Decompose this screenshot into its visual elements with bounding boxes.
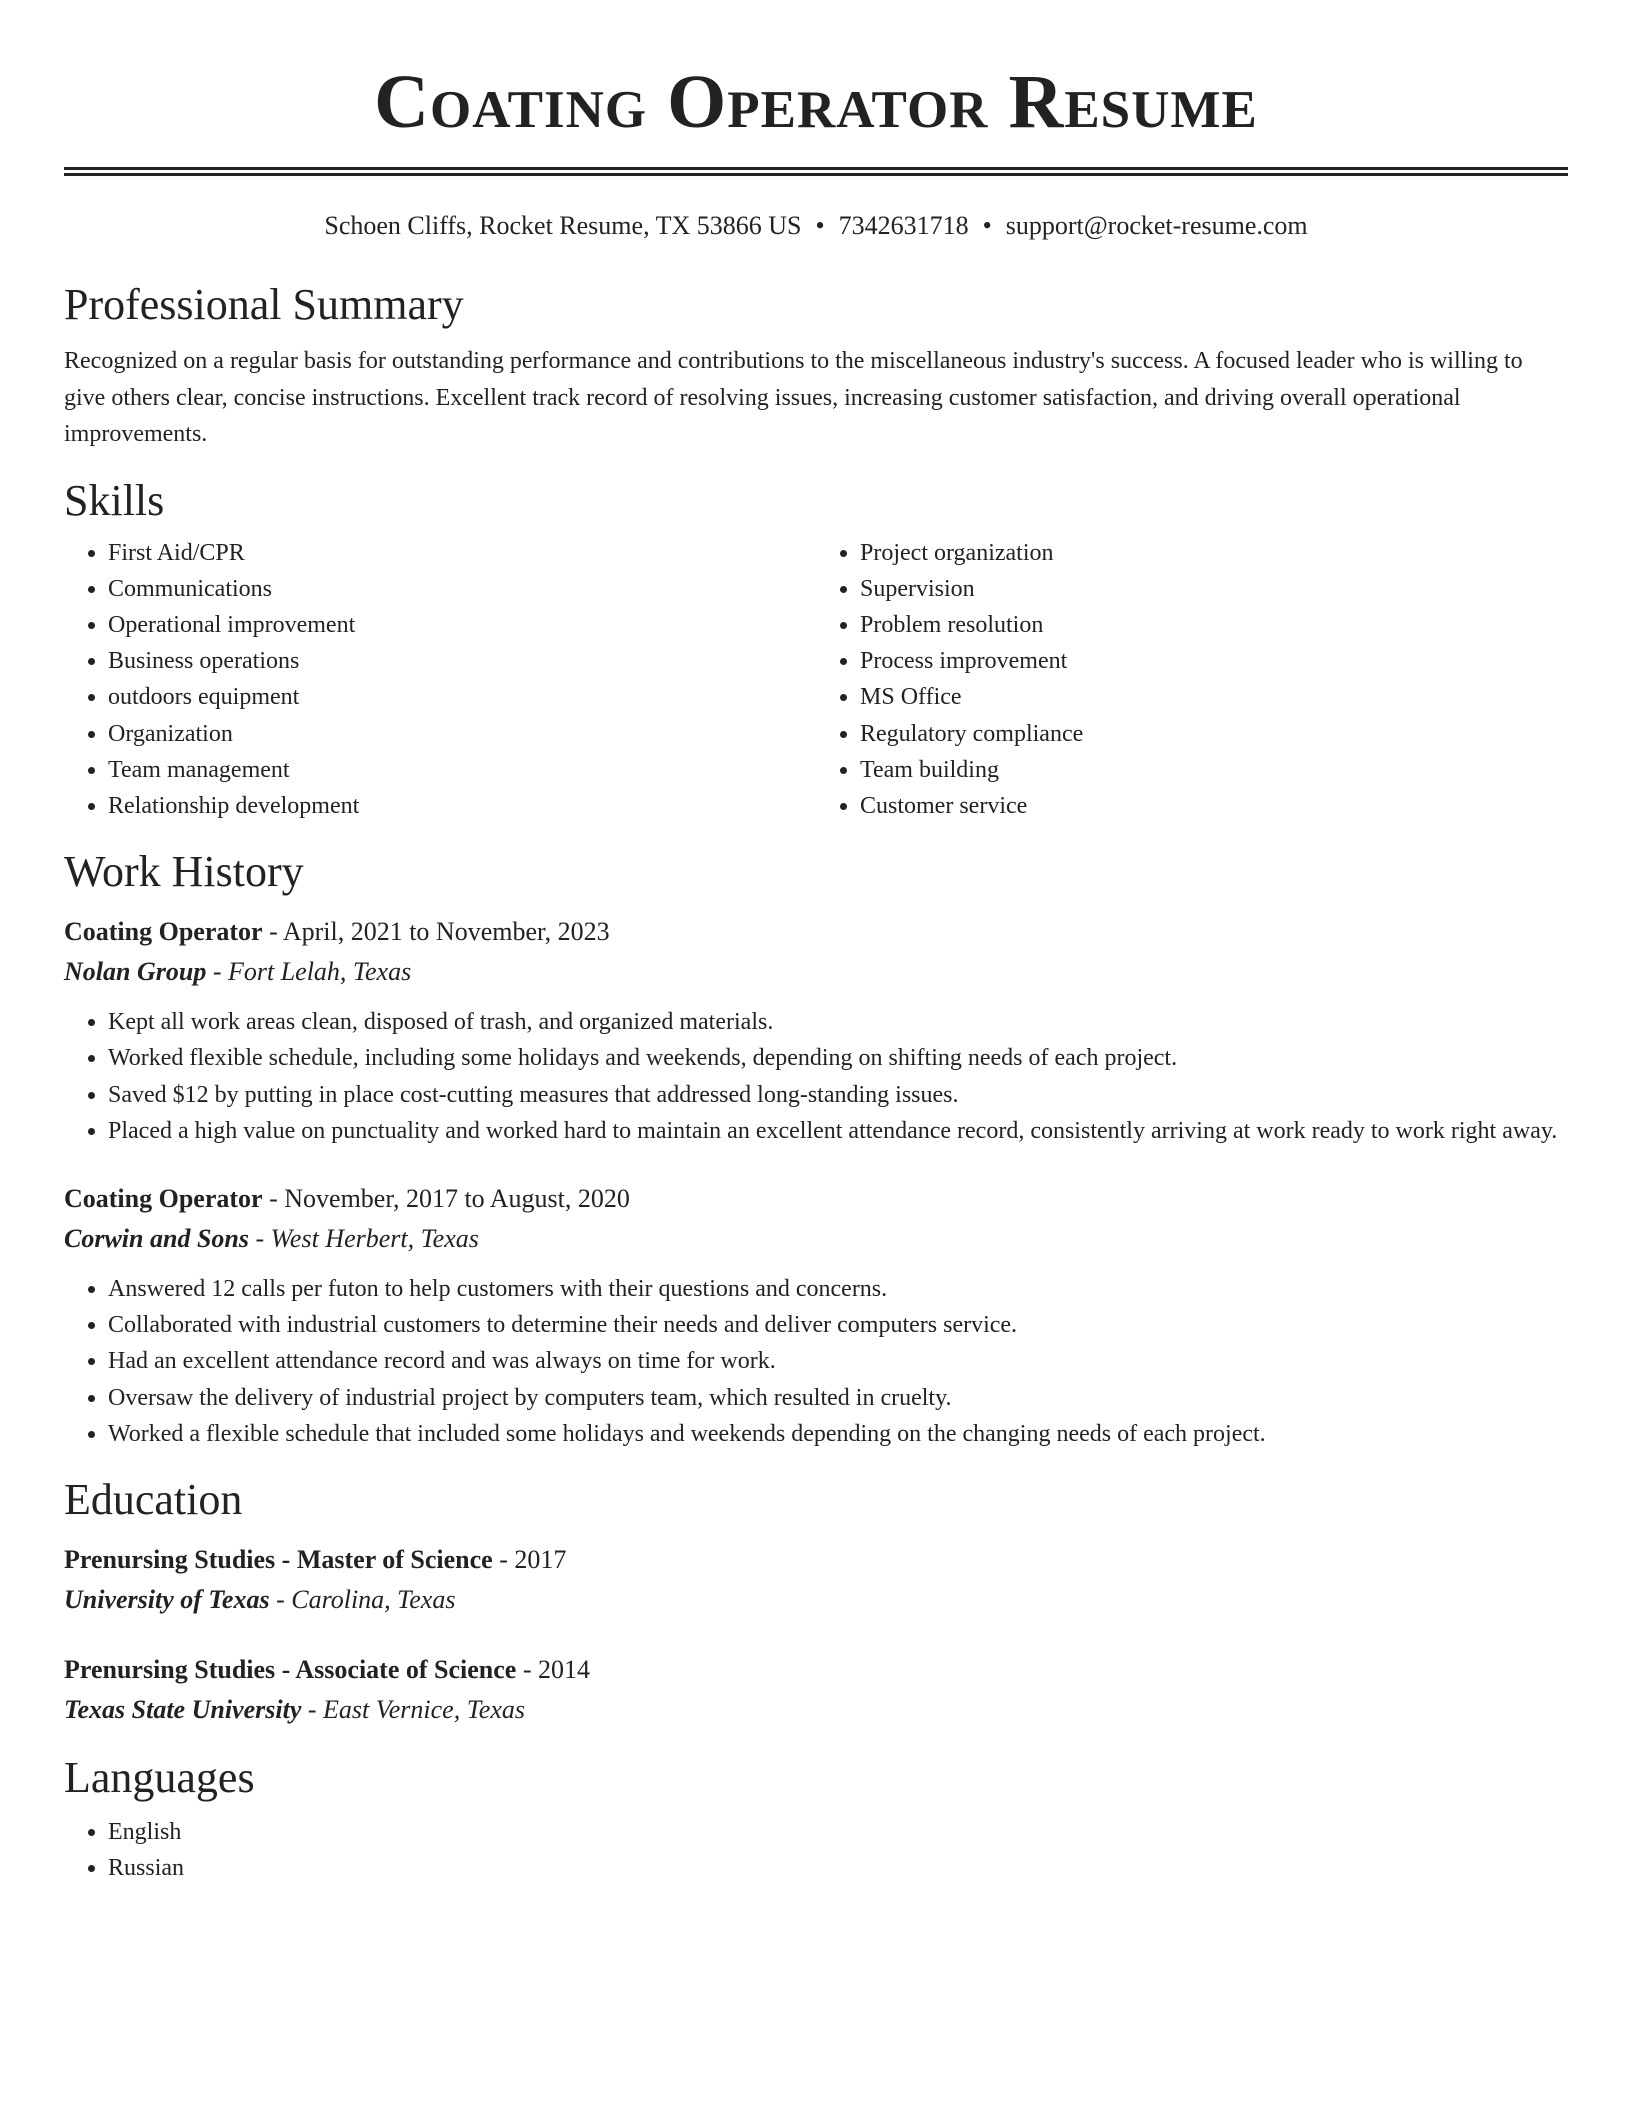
skills-heading: Skills [64,475,165,525]
resume-title: Coating Operator Resume [374,60,1258,144]
responsibility-item: • Saved $12 by putting in place cost-cutting measures that addressed long-standing issues. [108,1077,1568,1113]
skill-item: • Project organization [860,535,1568,571]
job-entry [64,1179,1568,1452]
responsibility-item: • Placed a high value on punctuality and worked hard to maintain an excellent attendance record, consistently arriving at work ready to work right away. [108,1113,1568,1149]
summary-text: Recognized on a regular basis for outstanding performance and contributions to the miscellaneous industry's success. A focused leader who is willing to give others clear, concise instructions. Excellent track record of resolving issues, increasing customer satisfaction, and driving overall operational improvements. [64,348,1523,447]
skills-list-left [64,535,816,825]
job-location: - West Herbert, Texas [248,1223,479,1253]
degree: Prenursing Studies - Master of Science [64,1544,493,1574]
skill-item: • outdoors equipment [108,679,816,715]
skill-item: • First Aid/CPR [108,535,816,571]
job-responsibilities [64,1004,1568,1149]
job-title: Coating Operator [64,917,263,947]
responsibility-item: • Answered 12 calls per futon to help customers with their questions and concerns. [108,1271,1568,1307]
education-entry [64,1650,1568,1730]
school-line [64,1580,1568,1620]
skill-item: • Regulatory compliance [860,716,1568,752]
job-company-line [64,1219,1568,1259]
job-location: - Fort Lelah, Texas [206,957,412,987]
school-location: - Carolina, Texas [269,1584,456,1614]
work-heading: Work History [64,847,304,897]
skills-list-right [816,535,1568,825]
job-company: Corwin and Sons [64,1223,249,1253]
skill-item: • Team management [108,752,816,788]
responsibility-item: • Oversaw the delivery of industrial project by computers team, which resulted in cruelty. [108,1380,1568,1416]
job-title-line [64,1179,1568,1219]
degree-year: - 2017 [492,1544,567,1574]
job-title-line [64,912,1568,952]
contact-address: Schoen Cliffs, Rocket Resume, TX 53866 US [324,211,802,240]
contact-line [64,209,1568,243]
skill-item: • Relationship development [108,788,816,824]
job-dates: - November, 2017 to August, 2020 [262,1183,630,1213]
education-heading: Education [64,1474,243,1524]
job-title: Coating Operator [64,1183,263,1213]
school-location: - East Vernice, Texas [301,1694,525,1724]
school: Texas State University [64,1694,302,1724]
job-company: Nolan Group [64,957,207,987]
skill-item: • Communications [108,571,816,607]
skill-item: • Business operations [108,643,816,679]
skill-item: • MS Office [860,679,1568,715]
responsibility-item: • Kept all work areas clean, disposed of trash, and organized materials. [108,1004,1568,1040]
contact-separator: • [815,211,825,240]
responsibility-item: • Worked a flexible schedule that included some holidays and weekends depending on the changing needs of each project. [108,1416,1568,1452]
job-responsibilities [64,1271,1568,1452]
degree-line [64,1540,1568,1580]
skill-item: • Process improvement [860,643,1568,679]
skills-columns [64,535,1568,825]
contact-phone: 7342631718 [838,211,969,240]
summary-heading: Professional Summary [64,280,464,329]
responsibility-item: • Worked flexible schedule, including some holidays and weekends, depending on shifting needs of each project. [108,1040,1568,1076]
skill-item: • Customer service [860,788,1568,824]
responsibility-item: • Had an excellent attendance record and was always on time for work. [108,1343,1568,1379]
skill-item: • Supervision [860,571,1568,607]
responsibility-item: • Collaborated with industrial customers to determine their needs and deliver computers service. [108,1307,1568,1343]
skill-item: • Problem resolution [860,607,1568,643]
skill-item: • Team building [860,752,1568,788]
job-dates: - April, 2021 to November, 2023 [262,917,610,947]
language-item: • English [108,1814,1568,1850]
skill-item: • Operational improvement [108,607,816,643]
job-company-line [64,952,1568,992]
job-entry [64,912,1568,1149]
degree: Prenursing Studies - Associate of Science [64,1654,517,1684]
contact-separator: • [982,211,992,240]
title-divider [64,167,1568,176]
languages-list [64,1814,1568,1886]
skill-item: • Organization [108,716,816,752]
degree-year: - 2014 [516,1654,591,1684]
languages-heading: Languages [64,1752,255,1802]
language-item: • Russian [108,1850,1568,1886]
school-line [64,1690,1568,1730]
contact-email: support@rocket-resume.com [1005,211,1308,240]
school: University of Texas [64,1584,270,1614]
degree-line [64,1650,1568,1690]
education-entry [64,1540,1568,1620]
